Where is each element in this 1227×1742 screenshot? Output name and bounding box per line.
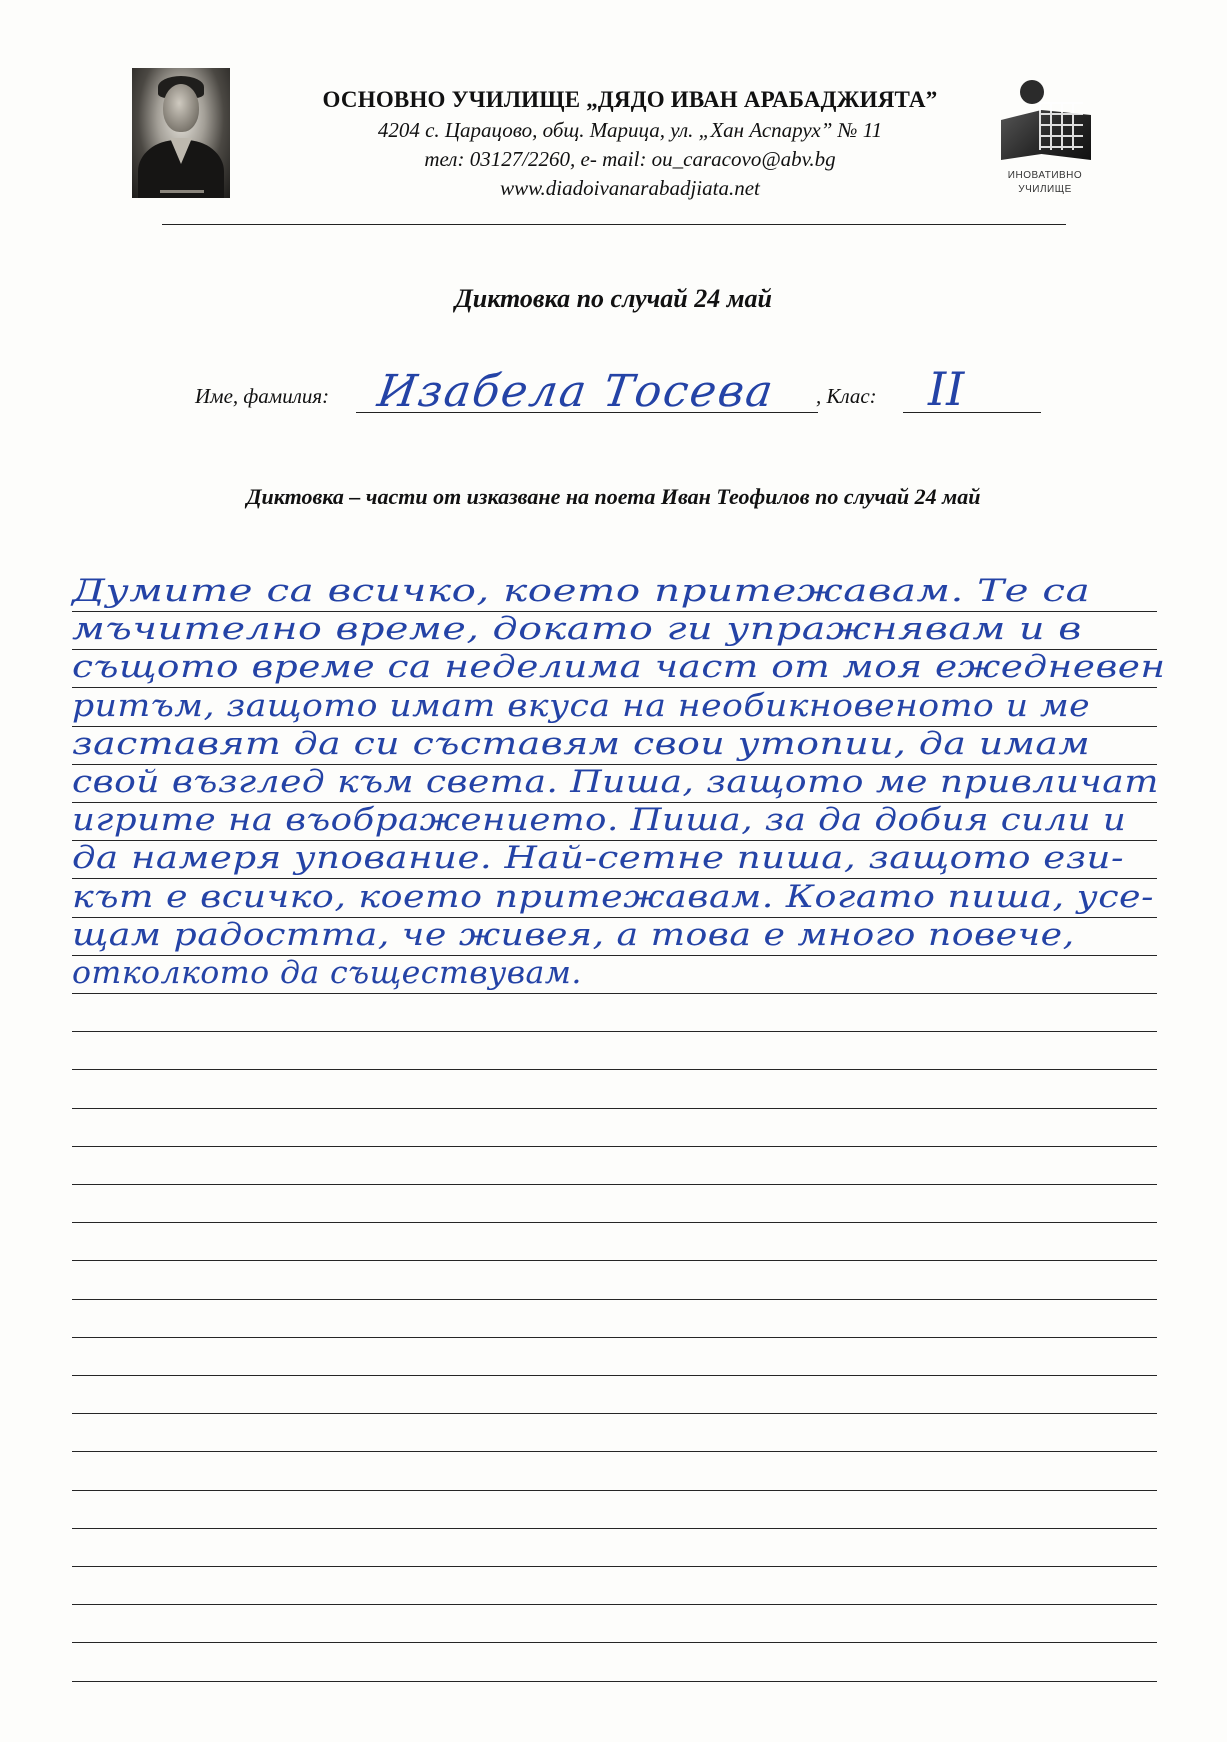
handwritten-line: кът е всичко, което притежавам. Когато пиша, усе- xyxy=(72,878,1154,915)
handwritten-line: Думите са всичко, което притежавам. Те са xyxy=(72,573,1091,609)
handwritten-line: заставят да си съставям свои утопии, да имам xyxy=(72,725,1091,762)
school-header xyxy=(250,84,1010,203)
name-label: Име, фамилия: xyxy=(195,384,330,408)
ruled-line xyxy=(72,1184,1157,1185)
logo-text-line2: УЧИЛИЩЕ xyxy=(1018,184,1072,195)
ruled-line xyxy=(72,1031,1157,1032)
ruled-line xyxy=(72,1260,1157,1261)
ruled-line xyxy=(72,1451,1157,1452)
class-value: II xyxy=(928,362,965,416)
ruled-line xyxy=(72,1642,1157,1643)
ruled-line xyxy=(72,1681,1157,1682)
innovative-school-logo xyxy=(995,80,1095,200)
class-underline xyxy=(903,412,1041,413)
handwritten-line: мъчително време, докато ги упражнявам и в xyxy=(72,611,1082,648)
school-contacts: тел: 03127/2260, e- mail: ou_caracovo@abv.bg xyxy=(424,146,836,171)
ruled-line xyxy=(72,1604,1157,1605)
page-title: Диктовка по случай 24 май xyxy=(454,284,772,313)
handwritten-line: свой възглед към света. Пиша, защото ме привличат xyxy=(72,764,1159,800)
handwritten-line: ритъм, защото имат вкуса на необикновеното и ме xyxy=(72,687,1091,724)
school-address: 4204 с. Царацово, общ. Марица, ул. „Хан Аспарух” № 11 xyxy=(377,117,883,142)
ruled-line xyxy=(72,1413,1157,1414)
school-website: www.diadoivanarabadjiata.net xyxy=(500,175,760,200)
ruled-line xyxy=(72,1490,1157,1491)
handwritten-line: отколкото да съществувам. xyxy=(72,955,582,991)
ruled-line xyxy=(72,1299,1157,1300)
ruled-line xyxy=(72,1108,1157,1109)
name-value: Изабела Тосева xyxy=(374,366,778,417)
school-portrait xyxy=(132,68,230,198)
ruled-line xyxy=(72,1222,1157,1223)
task-instruction: Диктовка – части от изказване на поета Иван Теофилов по случай 24 май xyxy=(246,484,981,509)
ruled-line xyxy=(72,1069,1157,1070)
ruled-line xyxy=(72,993,1157,994)
ruled-line xyxy=(72,1146,1157,1147)
handwritten-line: игрите на въображението. Пиша, за да добия сили и xyxy=(72,802,1127,839)
ruled-line xyxy=(72,1566,1157,1567)
handwritten-line: същото време са неделима част от моя ежедневен xyxy=(72,649,1166,686)
ruled-line xyxy=(72,1337,1157,1338)
handwritten-line: щам радостта, че живея, а това е много повече, xyxy=(72,916,1075,953)
ruled-line xyxy=(72,1375,1157,1376)
header-divider xyxy=(162,224,1066,225)
class-label: , Клас: xyxy=(816,384,877,408)
school-name: ОСНОВНО УЧИЛИЩЕ „ДЯДО ИВАН АРАБАДЖИЯТА” xyxy=(322,87,938,112)
ruled-line xyxy=(72,1528,1157,1529)
handwritten-line: да намеря упование. Най-сетне пиша, защото ези- xyxy=(72,840,1124,877)
logo-text-line1: ИНОВАТИВНО xyxy=(1007,170,1083,181)
